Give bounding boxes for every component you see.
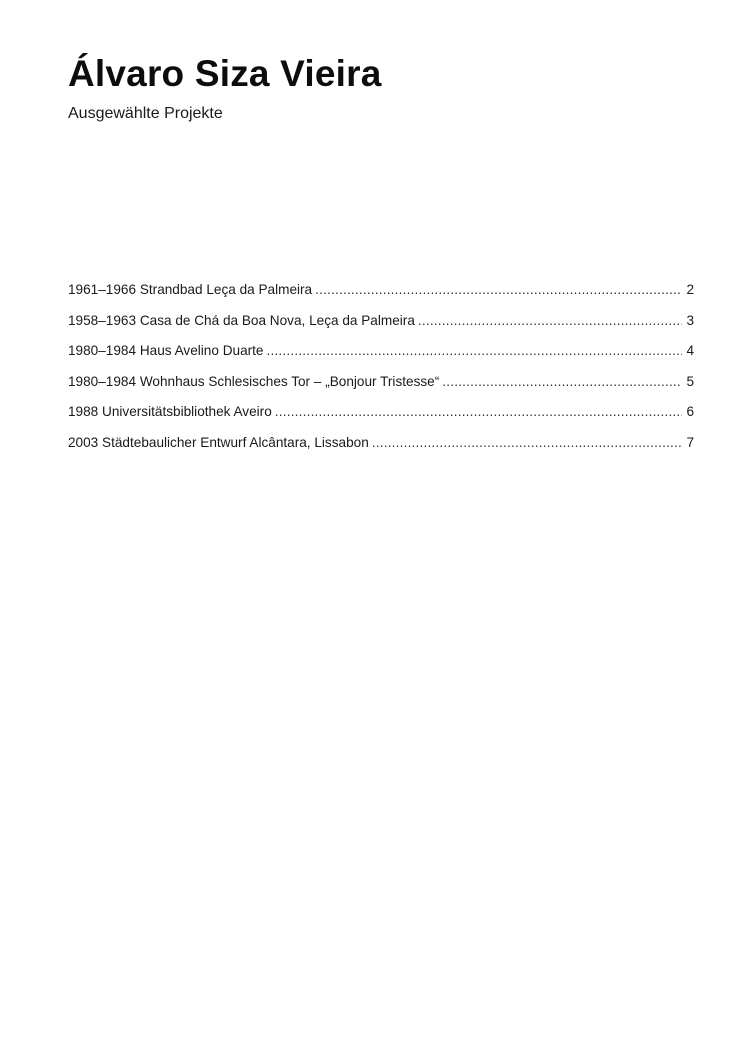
table-of-contents [68, 280, 694, 464]
toc-page-number: 4 [686, 343, 694, 359]
toc-entry-title: 1980–1984 Haus Avelino Duarte [68, 343, 264, 359]
toc-dot-leader [442, 372, 682, 392]
toc-entry[interactable] [68, 372, 694, 403]
toc-entry[interactable] [68, 341, 694, 372]
toc-page-number: 5 [686, 373, 694, 389]
toc-page-number: 7 [686, 434, 694, 450]
toc-page-number: 2 [686, 282, 694, 297]
toc-dot-leader [418, 311, 682, 331]
toc-dot-leader [372, 433, 682, 453]
toc-entry[interactable] [68, 433, 694, 464]
toc-entry[interactable] [68, 280, 694, 311]
toc-entry-title: 1961–1966 Strandbad Leça da Palmeira [68, 282, 313, 297]
page-title: Álvaro Siza Vieira [68, 53, 382, 94]
toc-page-number: 6 [686, 404, 694, 420]
toc-dot-leader [275, 402, 682, 422]
toc-page-number: 3 [686, 312, 694, 328]
toc-entry-title: 1988 Universitätsbibliothek Aveiro [68, 404, 272, 420]
toc-entry-title: 1980–1984 Wohnhaus Schlesisches Tor – „Bonjour Tristesse“ [68, 373, 440, 389]
toc-entry[interactable] [68, 311, 694, 342]
toc-dot-leader [267, 341, 683, 361]
toc-entry-title: 2003 Städtebaulicher Entwurf Alcântara, Lissabon [68, 434, 369, 450]
toc-dot-leader [315, 280, 682, 300]
page-subtitle: Ausgewählte Projekte [68, 105, 223, 122]
toc-entry-title: 1958–1963 Casa de Chá da Boa Nova, Leça da Palmeira [68, 312, 415, 328]
toc-entry[interactable] [68, 402, 694, 433]
